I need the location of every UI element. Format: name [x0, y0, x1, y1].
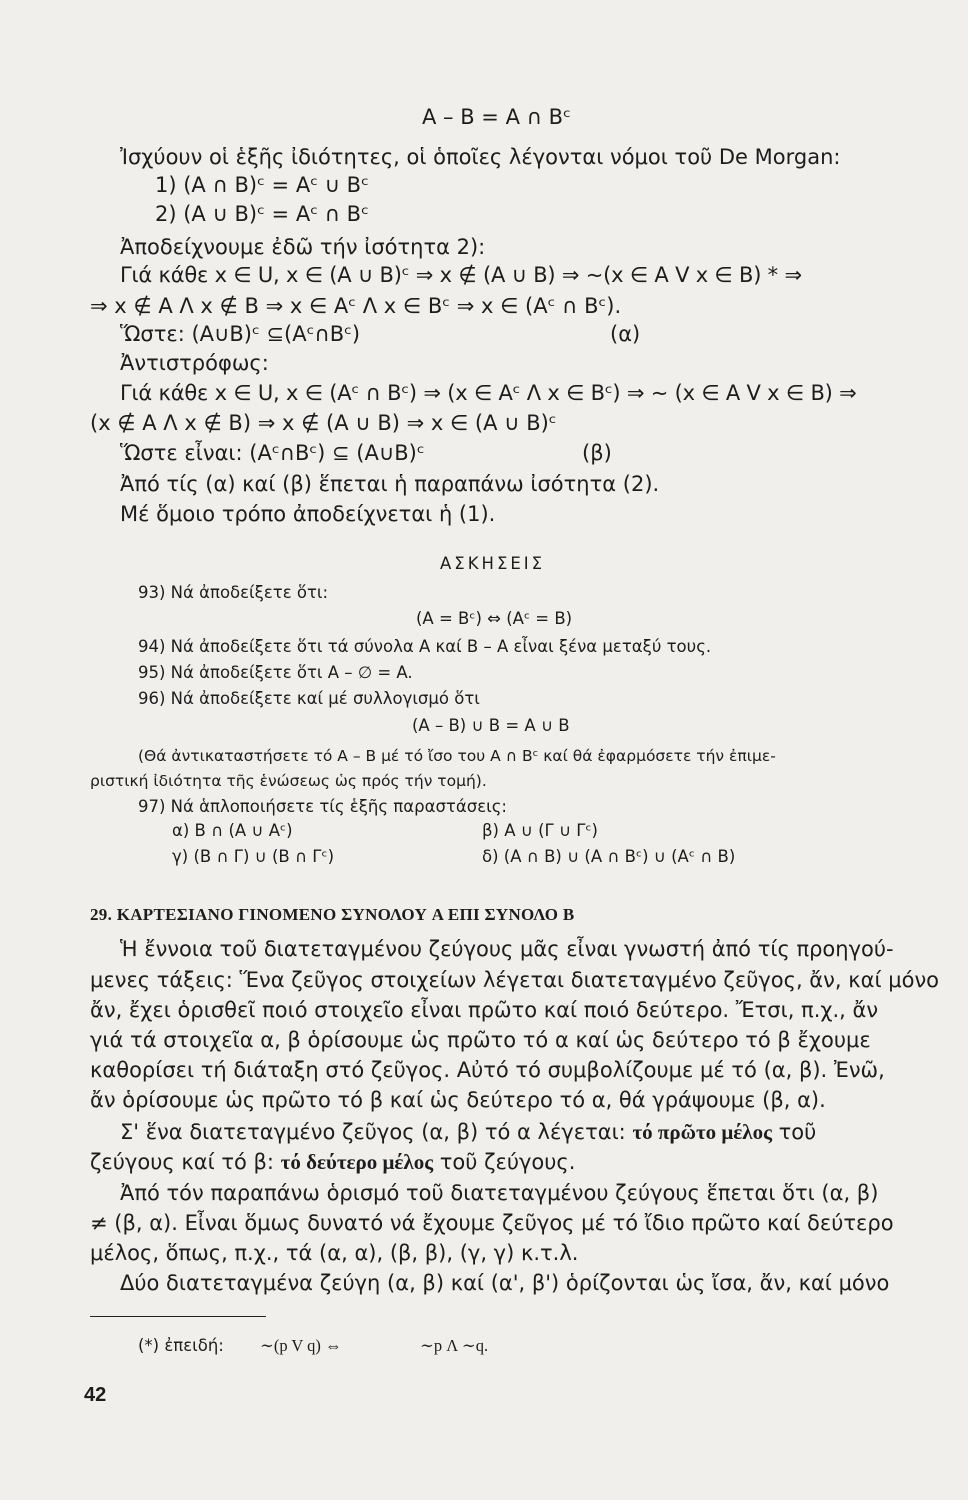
- proof-conclusion: Ὥστε εἶναι: (Aᶜ∩Bᶜ) ⊆ (A∪B)ᶜ: [120, 441, 425, 465]
- proof-line: (x ∉ A Λ x ∉ B) ⇒ x ∉ (A ∪ B) ⇒ x ∈ (A ∪ B)ᶜ: [90, 411, 557, 435]
- paragraph-line: [120, 1119, 816, 1145]
- law-2: 2) (A ∪ B)ᶜ = Aᶜ ∩ Bᶜ: [155, 202, 369, 226]
- exercise-93-formula: (A = Bᶜ) ⇔ (Aᶜ = B): [416, 609, 573, 628]
- exercise-97-d: δ) (A ∩ B) ∪ (A ∩ Bᶜ) ∪ (Aᶜ ∩ B): [482, 847, 736, 866]
- footnote-marker: (*) ἐπειδή:: [138, 1336, 224, 1355]
- text-span: ζεύγους καί τό β:: [90, 1150, 281, 1174]
- exercise-95: 95) Νά ἀποδείξετε ὅτι A – ∅ = A.: [138, 663, 413, 682]
- equation-tag: (α): [610, 322, 641, 346]
- page-number: 42: [84, 1384, 107, 1406]
- equation-tag: (β): [582, 441, 612, 465]
- text-span: τοῦ ζεύγους.: [433, 1150, 576, 1174]
- paragraph-line: μενες τάξεις: Ἕνα ζεῦγος στοιχείων λέγεται διατεταγμένο ζεῦγος, ἄν, καί μόνο: [90, 968, 940, 992]
- text-span: Σ' ἕνα διατεταγμένο ζεῦγος (α, β) τό α λέγεται:: [120, 1120, 633, 1144]
- paragraph-line: [90, 1149, 575, 1175]
- exercises-heading: ΑΣΚΗΣΕΙΣ: [440, 554, 546, 573]
- paragraph-line: Ἡ ἔννοια τοῦ διατεταγμένου ζεύγους μᾶς εἶναι γνωστή ἀπό τίς προηγού-: [120, 937, 894, 961]
- paragraph-line: γιά τά στοιχεῖα α, β ὁρίσουμε ὡς πρῶτο τό α καί ὡς δεύτερο τό β ἔχουμε: [90, 1028, 871, 1052]
- paragraph-line: καθορίσει τή διάταξη στό ζεῦγος. Αὐτό τό συμβολίζουμε μέ τό (α, β). Ἐνῶ,: [90, 1058, 885, 1082]
- exercise-97: 97) Νά ἁπλοποιήσετε τίς ἑξῆς παραστάσεις:: [138, 797, 507, 816]
- paragraph-line: Ἀπό τόν παραπάνω ὁρισμό τοῦ διατεταγμένου ζεύγους ἕπεται ὅτι (α, β): [120, 1181, 879, 1205]
- footnote-formula: ∼p Λ ∼q.: [420, 1336, 489, 1355]
- text-line: Μέ ὅμοιο τρόπο ἀποδείχνεται ἡ (1).: [120, 502, 496, 526]
- law-1: 1) (A ∩ B)ᶜ = Aᶜ ∪ Bᶜ: [155, 173, 369, 197]
- footnote-formula: ∼(p V q) ⇔: [260, 1336, 342, 1355]
- proof-conclusion: Ὥστε: (A∪B)ᶜ ⊆(Aᶜ∩Bᶜ): [120, 322, 361, 346]
- exercise-96-formula: (A – B) ∪ B = A ∪ B: [412, 716, 570, 735]
- exercise-94: 94) Νά ἀποδείξετε ὅτι τά σύνολα A καί B – A εἶναι ξένα μεταξύ τους.: [138, 637, 712, 656]
- exercise-97-b: β) A ∪ (Γ ∪ Γᶜ): [482, 821, 598, 840]
- paragraph-line: ἄν ὁρίσουμε ὡς πρῶτο τό β καί ὡς δεύτερο τό α, θά γράψουμε (β, α).: [90, 1088, 826, 1112]
- footnote-rule: [90, 1316, 266, 1317]
- text-line: Ἀντιστρόφως:: [120, 351, 269, 375]
- text-line: Ἀπό τίς (α) καί (β) ἕπεται ἡ παραπάνω ἰσότητα (2).: [120, 472, 660, 496]
- term-first-member: τό πρῶτο μέλος: [632, 1120, 772, 1144]
- exercise-96-hint: (Θά ἀντικαταστήσετε τό A – B μέ τό ἴσο του A ∩ Bᶜ καί θά ἐφαρμόσετε τήν ἐπιμε-: [138, 747, 776, 765]
- exercise-97-c: γ) (B ∩ Γ) ∪ (B ∩ Γᶜ): [172, 847, 335, 866]
- proof-line: Γιά κάθε x ∈ U, x ∈ (A ∪ B)ᶜ ⇒ x ∉ (A ∪ B) ⇒ ∼(x ∈ A V x ∈ B) * ⇒: [120, 263, 802, 287]
- paragraph-line: ἄν, ἔχει ὁρισθεῖ ποιό στοιχεῖο εἶναι πρῶτο καί ποιό δεύτερο. Ἔτσι, π.χ., ἄν: [90, 998, 879, 1022]
- proof-line: Γιά κάθε x ∈ U, x ∈ (Aᶜ ∩ Bᶜ) ⇒ (x ∈ Aᶜ Λ x ∈ Bᶜ) ⇒ ∼ (x ∈ A V x ∈ B) ⇒: [120, 381, 857, 405]
- proof-line: ⇒ x ∉ A Λ x ∉ B ⇒ x ∈ Aᶜ Λ x ∈ Bᶜ ⇒ x ∈ (Aᶜ ∩ Bᶜ).: [90, 294, 622, 318]
- paragraph-line: ≠ (β, α). Εἶναι ὅμως δυνατό νά ἔχουμε ζεῦγος μέ τό ἴδιο πρῶτο καί δεύτερο: [90, 1211, 894, 1235]
- exercise-97-a: α) B ∩ (A ∪ Aᶜ): [172, 821, 293, 840]
- exercise-93: 93) Νά ἀποδείξετε ὅτι:: [138, 583, 329, 602]
- definition-formula: A – B = A ∩ Bᶜ: [422, 105, 571, 129]
- paragraph-line: μέλος, ὅπως, π.χ., τά (α, α), (β, β), (γ, γ) κ.τ.λ.: [90, 1241, 579, 1265]
- term-second-member: τό δεύτερο μέλος: [280, 1150, 434, 1174]
- text-span: τοῦ: [771, 1120, 817, 1144]
- text-line: Ἰσχύουν οἱ ἑξῆς ἰδιότητες, οἱ ὁποῖες λέγονται νόμοι τοῦ De Morgan:: [120, 145, 841, 169]
- exercise-96-hint: ριστική ἰδιότητα τῆς ἑνώσεως ὡς πρός τήν τομή).: [90, 772, 487, 790]
- text-line: Ἀποδείχνουμε ἐδῶ τήν ἰσότητα 2):: [120, 235, 486, 259]
- exercise-96: 96) Νά ἀποδείξετε καί μέ συλλογισμό ὅτι: [138, 689, 480, 708]
- paragraph-line: Δύο διατεταγμένα ζεύγη (α, β) καί (α', β') ὁρίζονται ὡς ἴσα, ἄν, καί μόνο: [120, 1271, 890, 1295]
- section-heading: 29. ΚΑΡΤΕΣΙΑΝΟ ΓΙΝΟΜΕΝΟ ΣΥΝΟΛΟΥ A ΕΠΙ ΣΥΝΟΛΟ B: [90, 905, 575, 924]
